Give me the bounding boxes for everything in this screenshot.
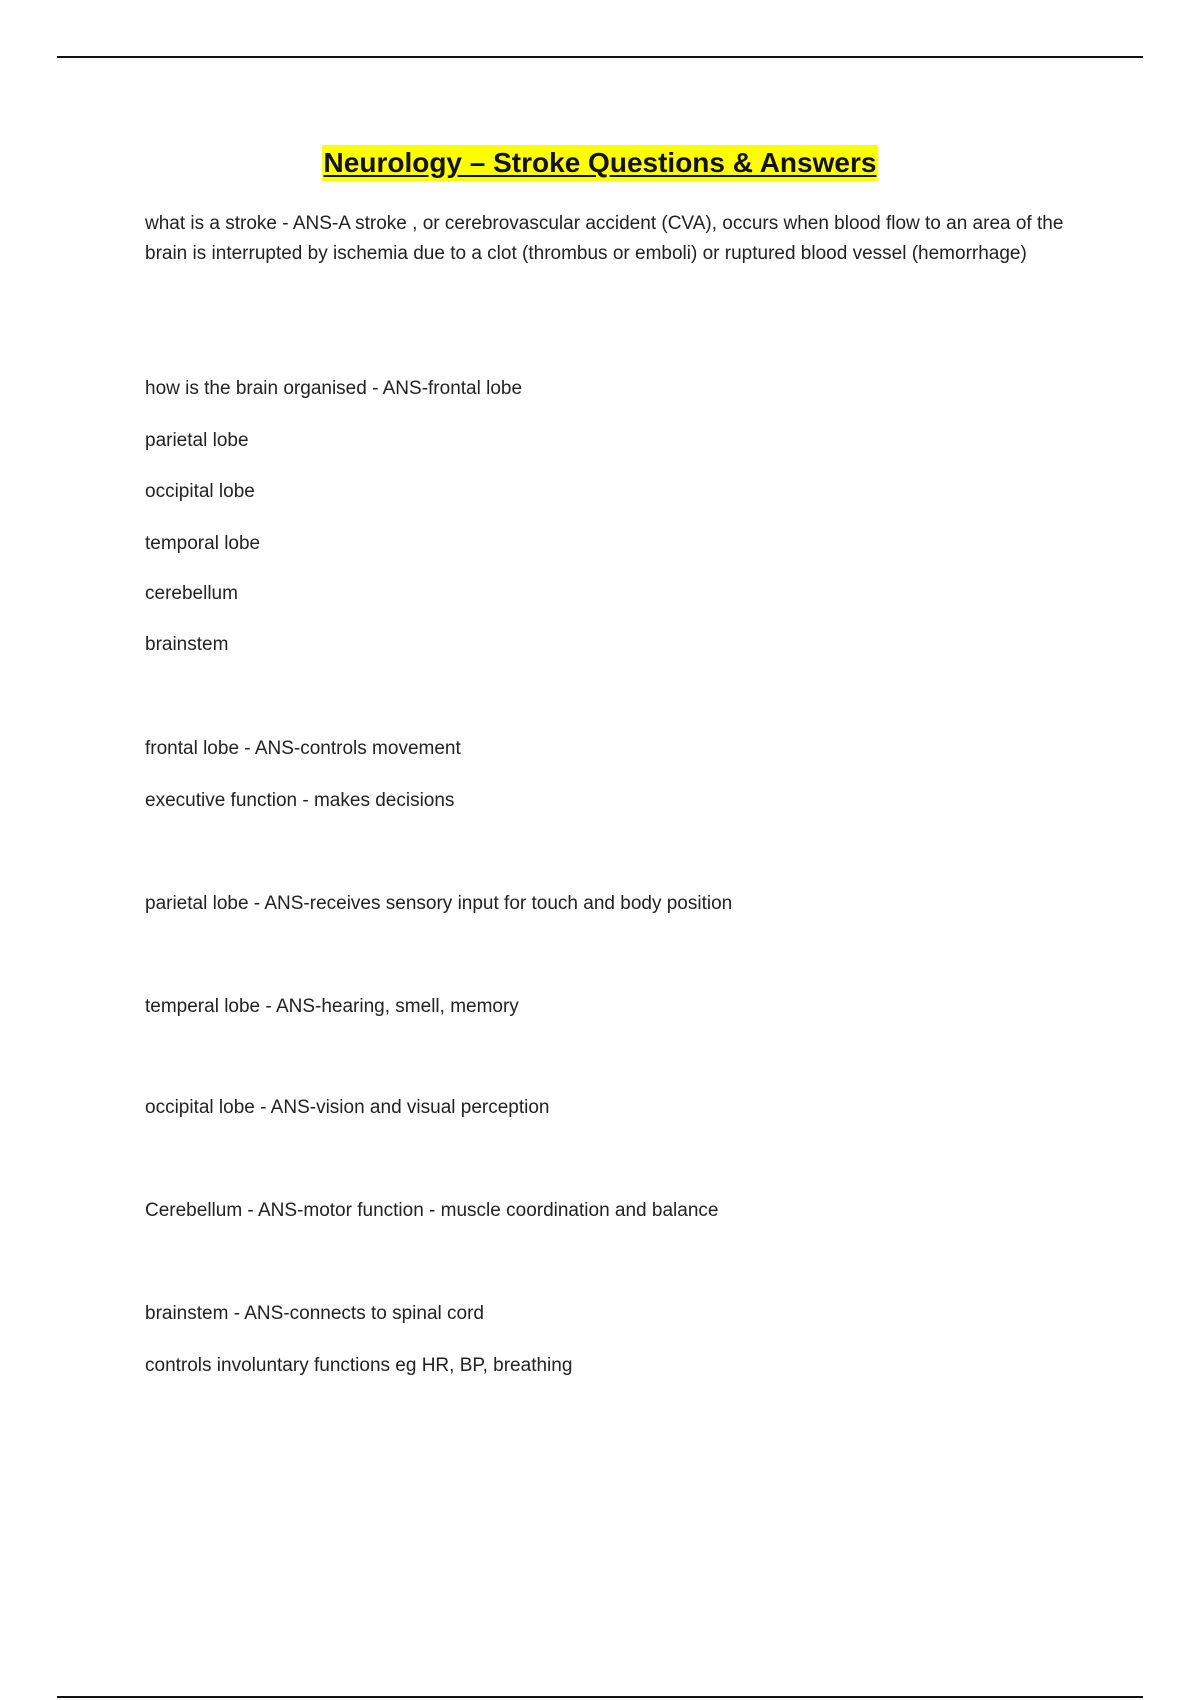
list-item-brainstem: brainstem xyxy=(145,634,229,655)
header-rule xyxy=(57,56,1143,58)
list-item-temporal-lobe: temporal lobe xyxy=(145,533,261,554)
qa-what-is-stroke: what is a stroke - ANS-A stroke , or cerebrovascular accident (CVA), occurs when blood flow to an area of the brain is interrupted by ischemia due to a clot (thrombus or emboli) or ruptured blood vessel (hemorrhage) xyxy=(145,213,1064,264)
list-item-occipital-lobe: occipital lobe xyxy=(145,481,255,502)
list-item-parietal-lobe: parietal lobe xyxy=(145,430,249,451)
document-title: Neurology – Stroke Questions & Answers xyxy=(322,145,879,181)
qa-cerebellum: Cerebellum - ANS-motor function - muscle coordination and balance xyxy=(145,1200,719,1221)
qa-parietal-lobe: parietal lobe - ANS-receives sensory input for touch and body position xyxy=(145,893,733,914)
list-item-cerebellum: cerebellum xyxy=(145,583,238,604)
footer-rule xyxy=(57,1696,1143,1698)
qa-brainstem: brainstem - ANS-connects to spinal cord xyxy=(145,1303,484,1324)
qa-occipital-lobe: occipital lobe - ANS-vision and visual perception xyxy=(145,1097,550,1118)
qa-involuntary-functions: controls involuntary functions eg HR, BP, breathing xyxy=(145,1355,573,1376)
qa-brain-organised: how is the brain organised - ANS-frontal lobe xyxy=(145,378,523,399)
qa-temperal-lobe: temperal lobe - ANS-hearing, smell, memory xyxy=(145,996,519,1017)
title-container xyxy=(0,145,1200,181)
qa-executive-function: executive function - makes decisions xyxy=(145,790,455,811)
qa-frontal-lobe: frontal lobe - ANS-controls movement xyxy=(145,738,461,759)
